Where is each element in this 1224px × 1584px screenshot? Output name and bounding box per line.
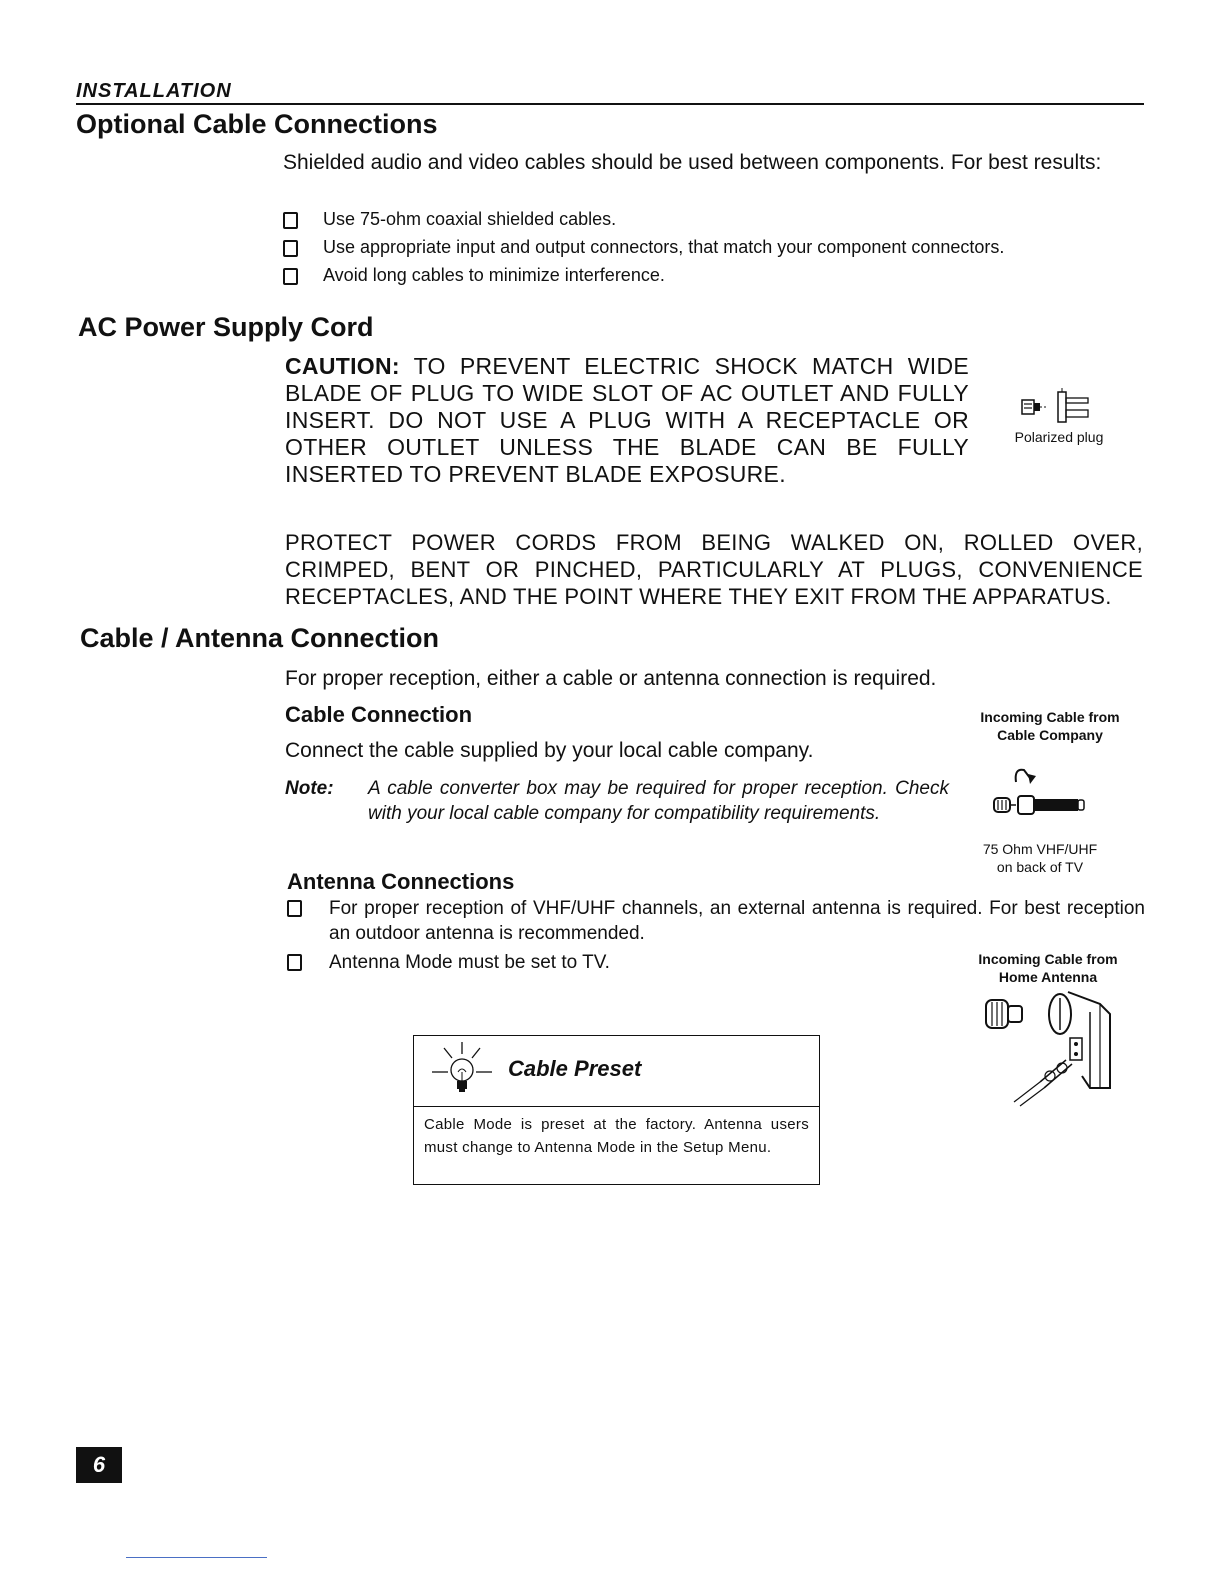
list-item: For proper reception of VHF/UHF channels, an external antenna is required. For best reception an outdoor antenna is recommended. [287,896,1145,946]
polarized-plug-icon [1018,386,1108,426]
protect-paragraph: PROTECT POWER CORDS FROM BEING WALKED ON, ROLLED OVER, CRIMPED, BENT OR PINCHED, PARTICULARLY AT PLUGS, CONVENIENCE RECEPTACLES, AND THE POINT WHERE THEY EXIT FROM THE APPARATUS. [285,530,1143,609]
cable-connection-heading: Cable Connection [285,702,473,727]
page-number: 6 [76,1447,122,1483]
header-rule [76,103,1144,105]
checkbox-square-icon [283,212,298,229]
checkbox-square-icon [283,240,298,257]
cable-antenna-title: Cable / Antenna Connection [80,623,440,653]
caution-label: CAUTION: [285,353,400,379]
tip-box [413,1035,820,1185]
list-item: Antenna Mode must be set to TV. [287,950,1145,975]
lightbulb-icon [422,1040,502,1102]
list-item: Use appropriate input and output connectors, that match your component connectors. [283,233,1143,261]
tip-title: Cable Preset [508,1056,642,1081]
footer-rule [126,1557,267,1558]
cable-connection-text: Connect the cable supplied by your local cable company. [285,739,814,762]
caution-paragraph [285,353,969,488]
coax-connector-icon [990,764,1090,824]
list-item: Use 75-ohm coaxial shielded cables. [283,205,1143,233]
fig-home-antenna-caption: Incoming Cable from Home Antenna [978,951,1118,985]
tip-body: Cable Mode is preset at the factory. Antenna users must change to Antenna Mode in the Setup Menu. [424,1116,809,1156]
optional-cable-bullets [283,205,1143,289]
section-label: INSTALLATION [76,80,232,102]
plug-caption: Polarized plug [1014,429,1104,445]
optional-cable-title: Optional Cable Connections [76,109,438,139]
antenna-connections-heading: Antenna Connections [287,869,515,894]
fig-cable-company-caption: Incoming Cable from Cable Company [980,709,1120,743]
note-label: Note: [285,778,334,799]
fig-tv-back-caption: 75 Ohm VHF/UHF on back of TV [982,841,1098,875]
checkbox-square-icon [287,954,302,971]
ac-power-title: AC Power Supply Cord [78,312,374,342]
checkbox-square-icon [287,900,302,917]
optional-cable-intro: Shielded audio and video cables should be used between components. For best results: [283,151,1102,174]
checkbox-square-icon [283,268,298,285]
caution-text: TO PREVENT ELECTRIC SHOCK MATCH WIDE BLADE OF PLUG TO WIDE SLOT OF AC OUTLET AND FULLY INSERT. DO NOT USE A PLUG WITH A RECEPTACLE OR OTHER OUTLET UNLESS THE BLADE CAN BE FULLY INSERTED TO PREVENT BLADE EXPOSURE. [285,353,969,487]
antenna-adapter-icon [984,984,1116,1110]
note-text: A cable converter box may be required for proper reception. Check with your local cable company for compatibility requirements. [368,778,949,824]
tip-header [414,1036,819,1107]
list-item: Avoid long cables to minimize interference. [283,261,1143,289]
cable-antenna-intro: For proper reception, either a cable or antenna connection is required. [285,667,937,690]
